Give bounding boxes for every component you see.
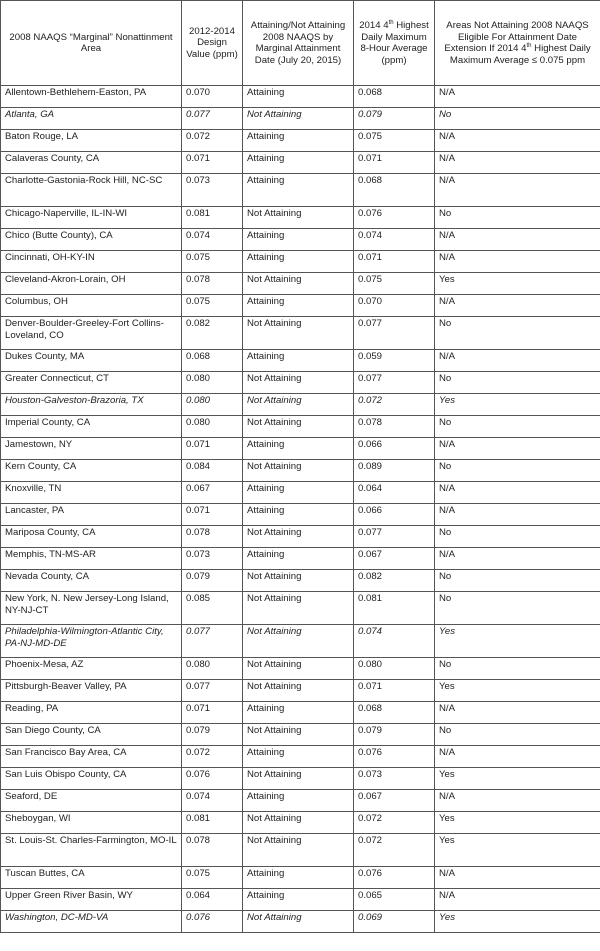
cell-4th-highest: 0.077 (354, 526, 435, 548)
cell-area: Reading, PA (1, 702, 182, 724)
cell-design-value: 0.080 (182, 394, 243, 416)
cell-design-value: 0.071 (182, 152, 243, 174)
cell-area: Upper Green River Basin, WY (1, 889, 182, 911)
cell-4th-highest: 0.072 (354, 834, 435, 867)
cell-4th-highest: 0.071 (354, 251, 435, 273)
cell-attaining-status: Attaining (243, 251, 354, 273)
cell-attaining-status: Attaining (243, 482, 354, 504)
table-row (1, 438, 600, 460)
cell-attaining-status: Not Attaining (243, 911, 354, 933)
cell-4th-highest: 0.077 (354, 317, 435, 350)
cell-design-value: 0.078 (182, 526, 243, 548)
cell-attaining-status: Attaining (243, 889, 354, 911)
cell-4th-highest: 0.072 (354, 812, 435, 834)
cell-area: Imperial County, CA (1, 416, 182, 438)
cell-attaining-status: Not Attaining (243, 658, 354, 680)
cell-extension-eligible: N/A (435, 251, 600, 273)
cell-attaining-status: Not Attaining (243, 680, 354, 702)
cell-4th-highest: 0.067 (354, 548, 435, 570)
cell-4th-highest: 0.075 (354, 273, 435, 295)
table-row (1, 746, 600, 768)
cell-4th-highest: 0.081 (354, 592, 435, 625)
cell-design-value: 0.076 (182, 911, 243, 933)
cell-extension-eligible: N/A (435, 867, 600, 889)
cell-area: Memphis, TN-MS-AR (1, 548, 182, 570)
cell-extension-eligible: Yes (435, 680, 600, 702)
header-extension-eligible (435, 1, 600, 86)
cell-area: Tuscan Buttes, CA (1, 867, 182, 889)
cell-extension-eligible: N/A (435, 438, 600, 460)
table-row (1, 504, 600, 526)
cell-area: Seaford, DE (1, 790, 182, 812)
cell-design-value: 0.074 (182, 790, 243, 812)
cell-4th-highest: 0.068 (354, 174, 435, 207)
cell-area: Philadelphia-Wilmington-Atlantic City, PA-NJ-MD-DE (1, 625, 182, 658)
cell-attaining-status: Not Attaining (243, 460, 354, 482)
header-4th-highest-pre: 2014 4 (359, 20, 389, 31)
cell-design-value: 0.074 (182, 229, 243, 251)
cell-4th-highest: 0.067 (354, 790, 435, 812)
cell-4th-highest: 0.079 (354, 724, 435, 746)
cell-attaining-status: Attaining (243, 702, 354, 724)
cell-attaining-status: Attaining (243, 295, 354, 317)
cell-extension-eligible: N/A (435, 548, 600, 570)
cell-design-value: 0.071 (182, 702, 243, 724)
table-row (1, 889, 600, 911)
cell-attaining-status: Attaining (243, 350, 354, 372)
cell-4th-highest: 0.070 (354, 295, 435, 317)
cell-area: Allentown-Bethlehem-Easton, PA (1, 86, 182, 108)
cell-attaining-status: Not Attaining (243, 207, 354, 229)
cell-4th-highest: 0.066 (354, 504, 435, 526)
cell-extension-eligible: Yes (435, 768, 600, 790)
header-4th-highest-sup: th (388, 19, 394, 26)
cell-design-value: 0.073 (182, 174, 243, 207)
cell-design-value: 0.085 (182, 592, 243, 625)
cell-4th-highest: 0.066 (354, 438, 435, 460)
table-row (1, 229, 600, 251)
cell-attaining-status: Not Attaining (243, 394, 354, 416)
cell-design-value: 0.068 (182, 350, 243, 372)
cell-extension-eligible: No (435, 658, 600, 680)
cell-design-value: 0.070 (182, 86, 243, 108)
cell-attaining-status: Not Attaining (243, 812, 354, 834)
cell-4th-highest: 0.075 (354, 130, 435, 152)
table-row (1, 812, 600, 834)
cell-area: Sheboygan, WI (1, 812, 182, 834)
cell-attaining-status: Attaining (243, 746, 354, 768)
cell-design-value: 0.080 (182, 658, 243, 680)
cell-attaining-status: Attaining (243, 867, 354, 889)
header-design-value: 2012-2014 Design Value (ppm) (182, 1, 243, 86)
cell-4th-highest: 0.071 (354, 680, 435, 702)
table-row (1, 625, 600, 658)
cell-4th-highest: 0.065 (354, 889, 435, 911)
table-row (1, 394, 600, 416)
cell-design-value: 0.079 (182, 570, 243, 592)
table-row (1, 548, 600, 570)
cell-design-value: 0.082 (182, 317, 243, 350)
cell-design-value: 0.079 (182, 724, 243, 746)
cell-extension-eligible: No (435, 317, 600, 350)
cell-4th-highest: 0.076 (354, 207, 435, 229)
cell-extension-eligible: Yes (435, 625, 600, 658)
table-row (1, 372, 600, 394)
header-extension-sup: th (526, 42, 532, 49)
cell-design-value: 0.076 (182, 768, 243, 790)
header-4th-highest-post: Highest Daily Maximum 8-Hour Average (ppm) (360, 20, 429, 66)
cell-area: Atlanta, GA (1, 108, 182, 130)
cell-extension-eligible: N/A (435, 152, 600, 174)
cell-4th-highest: 0.074 (354, 625, 435, 658)
cell-extension-eligible: N/A (435, 746, 600, 768)
cell-extension-eligible: No (435, 724, 600, 746)
cell-attaining-status: Not Attaining (243, 372, 354, 394)
table-header (1, 1, 600, 86)
table-row (1, 174, 600, 207)
table-row (1, 317, 600, 350)
cell-design-value: 0.081 (182, 207, 243, 229)
table-row (1, 108, 600, 130)
cell-extension-eligible: No (435, 570, 600, 592)
table-row (1, 460, 600, 482)
cell-design-value: 0.072 (182, 746, 243, 768)
cell-4th-highest: 0.064 (354, 482, 435, 504)
cell-attaining-status: Attaining (243, 86, 354, 108)
table-row (1, 592, 600, 625)
cell-4th-highest: 0.073 (354, 768, 435, 790)
cell-attaining-status: Not Attaining (243, 625, 354, 658)
header-4th-highest (354, 1, 435, 86)
cell-design-value: 0.067 (182, 482, 243, 504)
table-row (1, 702, 600, 724)
cell-area: Pittsburgh-Beaver Valley, PA (1, 680, 182, 702)
cell-design-value: 0.078 (182, 834, 243, 867)
cell-design-value: 0.075 (182, 867, 243, 889)
cell-attaining-status: Not Attaining (243, 570, 354, 592)
cell-4th-highest: 0.076 (354, 746, 435, 768)
cell-extension-eligible: N/A (435, 174, 600, 207)
cell-extension-eligible: N/A (435, 229, 600, 251)
cell-extension-eligible: N/A (435, 130, 600, 152)
cell-design-value: 0.073 (182, 548, 243, 570)
cell-area: Lancaster, PA (1, 504, 182, 526)
cell-attaining-status: Attaining (243, 174, 354, 207)
cell-design-value: 0.075 (182, 295, 243, 317)
cell-attaining-status: Not Attaining (243, 108, 354, 130)
cell-4th-highest: 0.069 (354, 911, 435, 933)
cell-area: Kern County, CA (1, 460, 182, 482)
cell-area: Chico (Butte County), CA (1, 229, 182, 251)
cell-attaining-status: Not Attaining (243, 317, 354, 350)
table-row (1, 350, 600, 372)
table-row (1, 86, 600, 108)
cell-attaining-status: Attaining (243, 438, 354, 460)
table-row (1, 834, 600, 867)
cell-area: San Francisco Bay Area, CA (1, 746, 182, 768)
cell-4th-highest: 0.068 (354, 86, 435, 108)
cell-design-value: 0.080 (182, 372, 243, 394)
cell-extension-eligible: Yes (435, 911, 600, 933)
cell-area: Denver-Boulder-Greeley-Fort Collins-Loveland, CO (1, 317, 182, 350)
cell-attaining-status: Not Attaining (243, 592, 354, 625)
cell-extension-eligible: N/A (435, 86, 600, 108)
table-row (1, 790, 600, 812)
table-row (1, 570, 600, 592)
cell-area: Cleveland-Akron-Lorain, OH (1, 273, 182, 295)
cell-area: Jamestown, NY (1, 438, 182, 460)
cell-attaining-status: Not Attaining (243, 273, 354, 295)
cell-design-value: 0.071 (182, 438, 243, 460)
cell-extension-eligible: N/A (435, 504, 600, 526)
cell-design-value: 0.080 (182, 416, 243, 438)
cell-4th-highest: 0.072 (354, 394, 435, 416)
cell-4th-highest: 0.078 (354, 416, 435, 438)
header-area: 2008 NAAQS “Marginal” Nonattinment Area (1, 1, 182, 86)
cell-attaining-status: Attaining (243, 548, 354, 570)
cell-extension-eligible: Yes (435, 394, 600, 416)
table-row (1, 295, 600, 317)
cell-extension-eligible: N/A (435, 889, 600, 911)
table-row (1, 273, 600, 295)
table-row (1, 867, 600, 889)
cell-4th-highest: 0.080 (354, 658, 435, 680)
cell-4th-highest: 0.082 (354, 570, 435, 592)
cell-area: Cincinnati, OH-KY-IN (1, 251, 182, 273)
cell-design-value: 0.081 (182, 812, 243, 834)
cell-extension-eligible: N/A (435, 350, 600, 372)
table-row (1, 251, 600, 273)
table-row (1, 482, 600, 504)
cell-attaining-status: Not Attaining (243, 768, 354, 790)
cell-4th-highest: 0.071 (354, 152, 435, 174)
cell-design-value: 0.077 (182, 108, 243, 130)
cell-extension-eligible: N/A (435, 482, 600, 504)
cell-design-value: 0.064 (182, 889, 243, 911)
cell-extension-eligible: No (435, 460, 600, 482)
table-row (1, 207, 600, 229)
cell-4th-highest: 0.077 (354, 372, 435, 394)
cell-attaining-status: Not Attaining (243, 724, 354, 746)
table-row (1, 724, 600, 746)
header-extension-post: Highest Daily Maximum Average ≤ 0.075 ppm (449, 43, 591, 66)
table-row (1, 680, 600, 702)
cell-design-value: 0.084 (182, 460, 243, 482)
table-row (1, 911, 600, 933)
cell-attaining-status: Attaining (243, 790, 354, 812)
cell-attaining-status: Attaining (243, 152, 354, 174)
table-body (1, 86, 600, 933)
cell-attaining-status: Attaining (243, 130, 354, 152)
cell-area: San Diego County, CA (1, 724, 182, 746)
header-row (1, 1, 600, 86)
cell-4th-highest: 0.068 (354, 702, 435, 724)
cell-design-value: 0.077 (182, 625, 243, 658)
table-row (1, 416, 600, 438)
cell-extension-eligible: N/A (435, 790, 600, 812)
cell-attaining-status: Not Attaining (243, 526, 354, 548)
cell-area: New York, N. New Jersey-Long Island, NY-NJ-CT (1, 592, 182, 625)
cell-4th-highest: 0.089 (354, 460, 435, 482)
cell-design-value: 0.075 (182, 251, 243, 273)
cell-extension-eligible: No (435, 372, 600, 394)
cell-area: Charlotte-Gastonia-Rock Hill, NC-SC (1, 174, 182, 207)
cell-extension-eligible: N/A (435, 295, 600, 317)
table-row (1, 658, 600, 680)
table-row (1, 768, 600, 790)
cell-extension-eligible: No (435, 416, 600, 438)
cell-4th-highest: 0.079 (354, 108, 435, 130)
cell-extension-eligible: No (435, 207, 600, 229)
cell-extension-eligible: Yes (435, 273, 600, 295)
cell-attaining-status: Not Attaining (243, 416, 354, 438)
table-row (1, 130, 600, 152)
cell-4th-highest: 0.074 (354, 229, 435, 251)
cell-design-value: 0.071 (182, 504, 243, 526)
cell-area: Calaveras County, CA (1, 152, 182, 174)
header-attaining: Attaining/Not Attaining 2008 NAAQS by Marginal Attainment Date (July 20, 2015) (243, 1, 354, 86)
cell-area: St. Louis-St. Charles-Farmington, MO-IL (1, 834, 182, 867)
cell-design-value: 0.078 (182, 273, 243, 295)
cell-extension-eligible: Yes (435, 834, 600, 867)
table-row (1, 526, 600, 548)
cell-4th-highest: 0.059 (354, 350, 435, 372)
cell-design-value: 0.077 (182, 680, 243, 702)
cell-design-value: 0.072 (182, 130, 243, 152)
cell-extension-eligible: Yes (435, 812, 600, 834)
cell-area: San Luis Obispo County, CA (1, 768, 182, 790)
cell-area: Columbus, OH (1, 295, 182, 317)
cell-4th-highest: 0.076 (354, 867, 435, 889)
table-row (1, 152, 600, 174)
cell-attaining-status: Attaining (243, 229, 354, 251)
cell-extension-eligible: No (435, 108, 600, 130)
cell-area: Chicago-Naperville, IL-IN-WI (1, 207, 182, 229)
cell-extension-eligible: N/A (435, 702, 600, 724)
cell-area: Greater Connecticut, CT (1, 372, 182, 394)
cell-attaining-status: Not Attaining (243, 834, 354, 867)
header-extension-pre: Areas Not Attaining 2008 NAAQS Eligible For Attainment Date Extension If 2014 4 (444, 20, 589, 54)
cell-attaining-status: Attaining (243, 504, 354, 526)
cell-extension-eligible: No (435, 592, 600, 625)
cell-area: Nevada County, CA (1, 570, 182, 592)
cell-area: Baton Rouge, LA (1, 130, 182, 152)
cell-area: Phoenix-Mesa, AZ (1, 658, 182, 680)
cell-extension-eligible: No (435, 526, 600, 548)
cell-area: Houston-Galveston-Brazoria, TX (1, 394, 182, 416)
cell-area: Knoxville, TN (1, 482, 182, 504)
cell-area: Dukes County, MA (1, 350, 182, 372)
cell-area: Washington, DC-MD-VA (1, 911, 182, 933)
cell-area: Mariposa County, CA (1, 526, 182, 548)
